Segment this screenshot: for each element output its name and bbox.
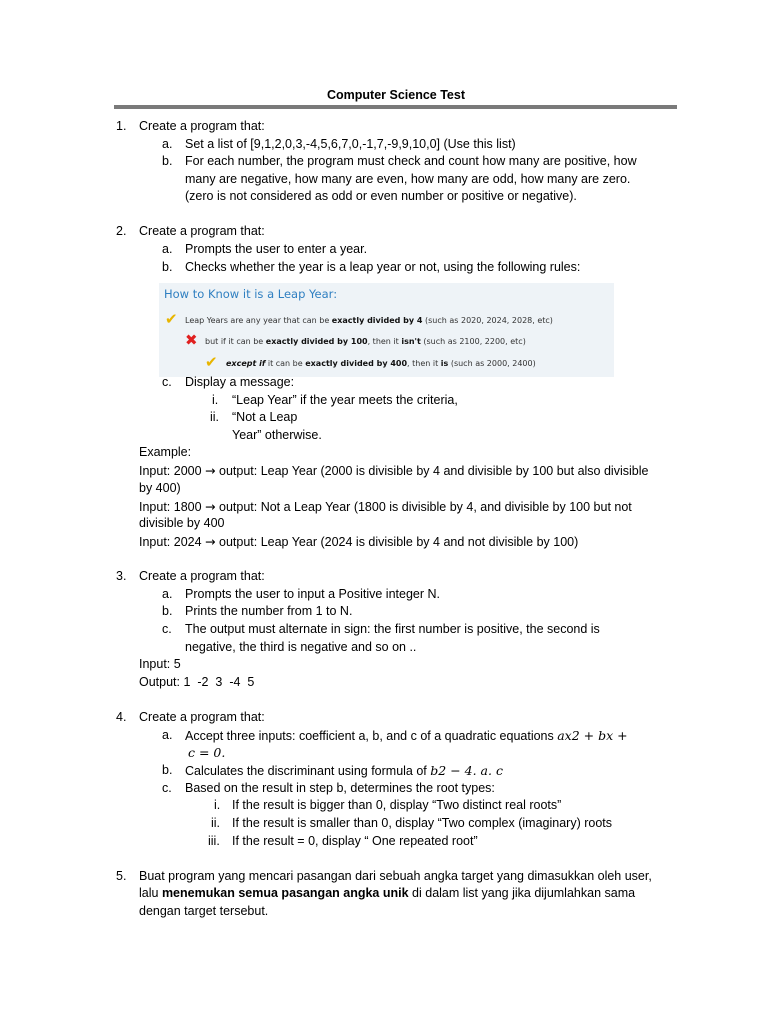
q1-b-line3: (zero is not considered as odd or even number or positive or negative).	[185, 189, 577, 203]
q5-line1: Buat program yang mencari pasangan dari sebuah angka target yang dimasukkan oleh user,	[139, 869, 652, 883]
q4-ci-label: i.	[214, 798, 221, 812]
q2-a-text: Prompts the user to enter a year.	[185, 242, 368, 256]
page-title: Computer Science Test	[326, 88, 465, 102]
q1-a-text: Set a list of [9,1,2,0,3,-4,5,6,7,0,-1,7,-9,9,10,0] (Use this list)	[185, 137, 516, 151]
q3-c-line2: negative, the third is negative and so on ..	[185, 640, 417, 654]
checkmark-icon: ✔	[165, 310, 178, 328]
q1-b-label: b.	[162, 154, 173, 168]
q3-a-text: Prompts the user to input a Positive integer N.	[185, 587, 440, 601]
q2-ci-label: i.	[212, 393, 219, 407]
q2-b-label: b.	[162, 260, 173, 274]
q3-number: 3.	[116, 569, 127, 583]
q4-cii-label: ii.	[211, 816, 221, 830]
q4-number: 4.	[116, 710, 127, 724]
q5-number: 5.	[116, 869, 127, 883]
q4-c-text: Based on the result in step b, determines the root types:	[185, 781, 495, 795]
example-label: Example:	[139, 445, 192, 459]
q2-cii-line2: Year” otherwise.	[232, 428, 322, 442]
leap-rule-1: Leap Years are any year that can be exactly divided by 4 (such as 2020, 2024, 2028, etc)	[185, 316, 553, 325]
q2-c-label: c.	[162, 375, 172, 389]
leap-rule-3: except if it can be exactly divided by 400, then it is (such as 2000, 2400)	[226, 359, 536, 368]
q4-b-label: b.	[162, 763, 173, 777]
q3-a-label: a.	[162, 587, 173, 601]
example-3: Input: 2024 → output: Leap Year (2024 is divisible by 4 and not divisible by 100)	[139, 534, 579, 549]
q5-line3: dengan target tersebut.	[139, 904, 269, 918]
q3-b-label: b.	[162, 604, 173, 618]
q4-cii-text: If the result is smaller than 0, display “Two complex (imaginary) roots	[232, 816, 612, 830]
q4-a-math-line2: c = 0.	[188, 745, 226, 760]
example-2-line2: divisible by 400	[139, 516, 225, 530]
q4-a-label: a.	[162, 728, 173, 742]
q3-output: Output: 1 -2 3 -4 5	[139, 675, 255, 689]
leap-rule-2: but if it can be exactly divided by 100, then it isn't (such as 2100, 2200, etc)	[205, 337, 526, 346]
q4-intro: Create a program that:	[139, 710, 265, 724]
q5-line2: lalu menemukan semua pasangan angka unik di dalam list yang jika dijumlahkan sama	[139, 886, 636, 900]
q4-ciii-text: If the result = 0, display “ One repeated root”	[232, 834, 478, 848]
q4-ci-text: If the result is bigger than 0, display “Two distinct real roots”	[232, 798, 562, 812]
q1-b-line1: For each number, the program must check and count how many are positive, how	[185, 154, 637, 168]
q1-number: 1.	[116, 119, 127, 133]
leap-rules-title: How to Know it is a Leap Year:	[164, 287, 338, 301]
title-divider	[114, 105, 677, 109]
checkmark-icon: ✔	[205, 353, 218, 371]
example-1-line2: by 400)	[139, 481, 181, 495]
q2-number: 2.	[116, 224, 127, 238]
q4-c-label: c.	[162, 781, 172, 795]
q2-a-label: a.	[162, 242, 173, 256]
q3-b-text: Prints the number from 1 to N.	[185, 604, 353, 618]
q2-cii-label: ii.	[210, 410, 220, 424]
q2-intro: Create a program that:	[139, 224, 265, 238]
q4-ciii-label: iii.	[208, 834, 220, 848]
q2-c-text: Display a message:	[185, 375, 295, 389]
q3-intro: Create a program that:	[139, 569, 265, 583]
q1-b-line2: many are negative, how many are even, how many are odd, how many are zero.	[185, 172, 631, 186]
q1-intro: Create a program that:	[139, 119, 265, 133]
q4-a-text: Accept three inputs: coefficient a, b, and c of a quadratic equations ax2 + bx +	[185, 728, 628, 743]
cross-icon: ✖	[185, 331, 198, 349]
example-1: Input: 2000 → output: Leap Year (2000 is divisible by 4 and divisible by 100 but also divisible	[139, 463, 649, 478]
q4-b-text: Calculates the discriminant using formula of b2 − 4. a. c	[185, 763, 503, 778]
q2-ci-text: “Leap Year” if the year meets the criteria,	[232, 393, 458, 407]
q3-input: Input: 5	[139, 657, 181, 671]
q2-cii-line1: “Not a Leap	[232, 410, 298, 424]
q3-c-label: c.	[162, 622, 172, 636]
q1-a-label: a.	[162, 137, 173, 151]
q2-b-text: Checks whether the year is a leap year or not, using the following rules:	[185, 260, 581, 274]
leap-year-rules-image	[159, 283, 614, 377]
example-2: Input: 1800 → output: Not a Leap Year (1800 is divisible by 4, and divisible by 100 but not	[139, 499, 632, 514]
q3-c-line1: The output must alternate in sign: the first number is positive, the second is	[185, 622, 600, 636]
